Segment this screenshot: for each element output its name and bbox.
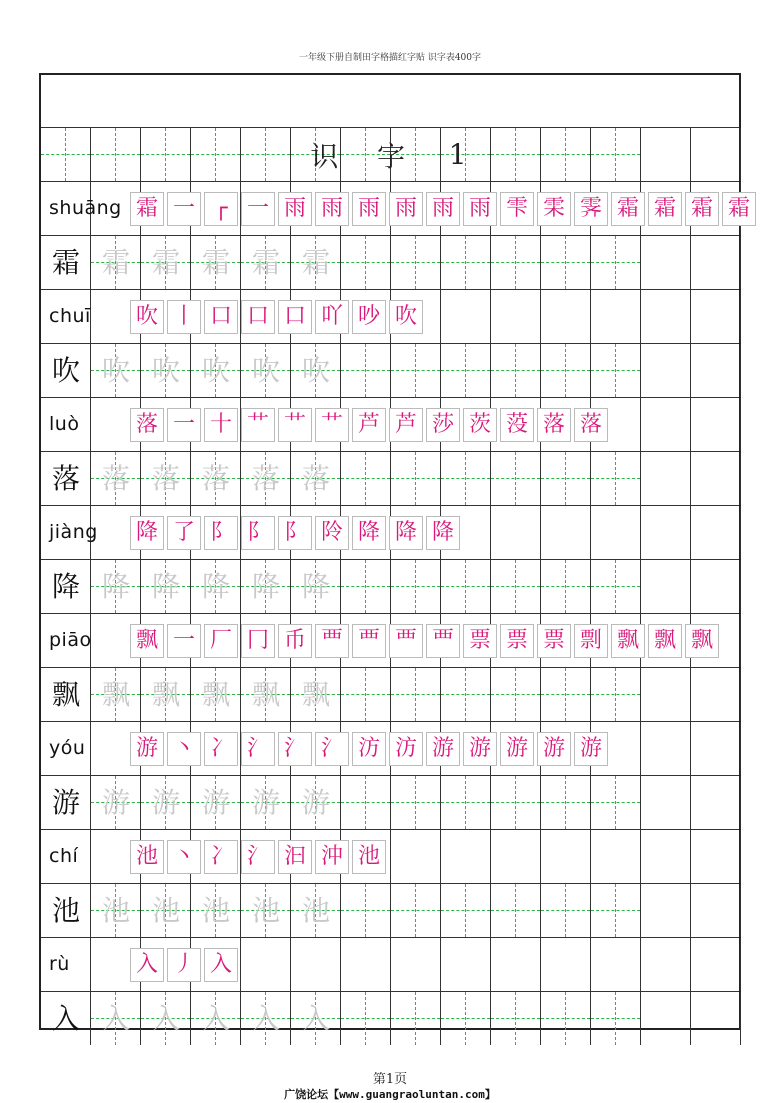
pinyin-label: shuāng — [49, 197, 122, 219]
pinyin-row — [41, 505, 739, 559]
tracing-character: 池 — [201, 894, 230, 927]
model-character: 池 — [51, 894, 80, 927]
model-character: 入 — [51, 1002, 80, 1035]
grid-cell[interactable] — [441, 776, 491, 829]
stroke-step: 飘 — [685, 624, 719, 658]
grid-cell[interactable] — [441, 830, 491, 883]
stroke-step: 茨 — [463, 408, 497, 442]
grid-cell[interactable] — [391, 560, 441, 613]
grid-cell[interactable] — [391, 668, 441, 721]
tracing-character: 霜 — [201, 246, 230, 279]
tracing-character: 吹 — [251, 354, 280, 387]
model-character: 游 — [51, 786, 80, 819]
tracing-row — [41, 883, 739, 937]
grid-cell[interactable] — [391, 344, 441, 397]
tracing-character: 降 — [151, 570, 180, 603]
grid-cell[interactable] — [691, 236, 741, 289]
stroke-step: 霜 — [722, 192, 756, 226]
grid-cell[interactable] — [191, 128, 241, 181]
grid-cell[interactable] — [341, 668, 391, 721]
grid-cell[interactable] — [691, 830, 741, 883]
stroke-order-strip — [130, 624, 722, 658]
stroke-step: 一 — [167, 624, 201, 658]
grid-cell[interactable] — [341, 344, 391, 397]
grid-cell[interactable] — [341, 560, 391, 613]
stroke-order-strip — [130, 192, 759, 226]
stroke-step: 厂 — [204, 624, 238, 658]
grid-cell[interactable] — [441, 668, 491, 721]
grid-cell[interactable] — [391, 452, 441, 505]
grid-cell[interactable] — [441, 236, 491, 289]
tracing-character: 霜 — [101, 246, 130, 279]
tracing-character: 游 — [151, 786, 180, 819]
grid-cell[interactable] — [641, 992, 691, 1045]
stroke-step: 阝 — [241, 516, 275, 550]
stroke-step: 雬 — [537, 192, 571, 226]
grid-cell[interactable] — [91, 128, 141, 181]
tracing-character: 吹 — [201, 354, 230, 387]
grid-cell[interactable] — [491, 506, 541, 559]
grid-cell[interactable] — [41, 128, 91, 181]
grid-cell[interactable] — [641, 128, 691, 181]
tracing-row — [41, 775, 739, 829]
stroke-step: 冂 — [241, 624, 275, 658]
stroke-step: 口 — [204, 300, 238, 334]
model-character: 飘 — [51, 678, 80, 711]
stroke-step: 艹 — [278, 408, 312, 442]
stroke-step: 雨 — [389, 192, 423, 226]
grid-cell[interactable] — [591, 884, 641, 937]
grid-cell[interactable] — [641, 236, 691, 289]
tracing-character: 吹 — [101, 354, 130, 387]
grid-cell[interactable] — [691, 668, 741, 721]
stroke-step: 莎 — [426, 408, 460, 442]
grid-cell[interactable] — [491, 992, 541, 1045]
stroke-step: 汸 — [352, 732, 386, 766]
stroke-step: 氵 — [278, 732, 312, 766]
pinyin-label: yóu — [49, 737, 86, 759]
grid-cell[interactable] — [491, 830, 541, 883]
stroke-step: 雨 — [352, 192, 386, 226]
stroke-step: 氵 — [241, 732, 275, 766]
stroke-step: 冫 — [204, 840, 238, 874]
grid-cell[interactable] — [491, 128, 541, 181]
tracing-character: 入 — [101, 1002, 130, 1035]
stroke-step: 落 — [574, 408, 608, 442]
grid-cell[interactable] — [541, 938, 591, 991]
stroke-step: 汩 — [278, 840, 312, 874]
tracing-character: 池 — [101, 894, 130, 927]
model-character: 吹 — [51, 354, 80, 387]
grid-cell[interactable] — [691, 506, 741, 559]
site-footer: 广饶论坛【www.guangraoluntan.com】 — [284, 1088, 496, 1101]
stroke-step: 吵 — [352, 300, 386, 334]
grid-cell[interactable] — [641, 344, 691, 397]
grid-cell[interactable] — [691, 560, 741, 613]
grid-cell[interactable] — [491, 452, 541, 505]
pinyin-row — [41, 181, 750, 235]
pinyin-label: jiàng — [49, 521, 98, 543]
grid-cell[interactable] — [591, 290, 641, 343]
grid-cell[interactable] — [491, 776, 541, 829]
stroke-step: 霜 — [648, 192, 682, 226]
stroke-step: 落 — [537, 408, 571, 442]
tracing-character: 入 — [301, 1002, 330, 1035]
stroke-step: 降 — [426, 516, 460, 550]
stroke-step: 飘 — [130, 624, 164, 658]
grid-cell[interactable] — [691, 776, 741, 829]
grid-cell[interactable] — [541, 506, 591, 559]
tracing-character: 游 — [101, 786, 130, 819]
tracing-row — [41, 559, 739, 613]
grid-cell[interactable] — [691, 398, 741, 451]
grid-cell[interactable] — [541, 290, 591, 343]
grid-cell[interactable] — [491, 344, 541, 397]
grid-cell[interactable] — [341, 236, 391, 289]
stroke-step: 吖 — [315, 300, 349, 334]
grid-cell[interactable] — [541, 236, 591, 289]
grid-cell[interactable] — [691, 452, 741, 505]
stroke-order-strip — [130, 300, 426, 334]
stroke-step: 池 — [352, 840, 386, 874]
stroke-step: 霁 — [574, 192, 608, 226]
stroke-step: 艹 — [241, 408, 275, 442]
tracing-character: 飘 — [151, 678, 180, 711]
grid-cell[interactable] — [641, 506, 691, 559]
model-character: 落 — [51, 462, 80, 495]
stroke-step: 一 — [167, 192, 201, 226]
stroke-step: 阝 — [204, 516, 238, 550]
lesson-title-char: 识 — [310, 139, 339, 173]
stroke-step: 降 — [352, 516, 386, 550]
stroke-step: 丶 — [167, 840, 201, 874]
stroke-step: 覀 — [352, 624, 386, 658]
tracing-character: 吹 — [301, 354, 330, 387]
pinyin-row — [41, 937, 739, 991]
grid-cell[interactable] — [641, 398, 691, 451]
stroke-step: 莈 — [500, 408, 534, 442]
stroke-step: 阝 — [278, 516, 312, 550]
stroke-step: 芦 — [352, 408, 386, 442]
stroke-step: 雨 — [463, 192, 497, 226]
stroke-step: 吹 — [130, 300, 164, 334]
stroke-step: 丨 — [167, 300, 201, 334]
grid-cell[interactable] — [641, 830, 691, 883]
stroke-order-strip — [130, 840, 389, 874]
tracing-character: 吹 — [151, 354, 180, 387]
grid-cell[interactable] — [591, 830, 641, 883]
tracing-character: 池 — [251, 894, 280, 927]
grid-cell[interactable] — [691, 722, 741, 775]
tracing-character: 落 — [251, 462, 280, 495]
stroke-step: 降 — [389, 516, 423, 550]
grid-cell[interactable] — [491, 560, 541, 613]
tracing-row — [41, 235, 739, 289]
stroke-step: 霜 — [685, 192, 719, 226]
stroke-step: 降 — [130, 516, 164, 550]
stroke-order-strip — [130, 408, 611, 442]
stroke-step: 雨 — [278, 192, 312, 226]
stroke-step: ┌ — [204, 192, 238, 226]
stroke-step: 票 — [500, 624, 534, 658]
tracing-character: 霜 — [301, 246, 330, 279]
stroke-order-strip — [130, 948, 241, 982]
stroke-step: 丶 — [167, 732, 201, 766]
grid-cell[interactable] — [391, 830, 441, 883]
grid-cell[interactable] — [691, 938, 741, 991]
stroke-step: 票 — [463, 624, 497, 658]
stroke-step: 飘 — [611, 624, 645, 658]
grid-cell[interactable] — [591, 506, 641, 559]
tracing-character: 飘 — [251, 678, 280, 711]
grid-cell[interactable] — [441, 344, 491, 397]
grid-cell[interactable] — [341, 992, 391, 1045]
pinyin-row — [41, 289, 739, 343]
grid-cell[interactable] — [441, 560, 491, 613]
grid-cell[interactable] — [691, 992, 741, 1045]
stroke-step: 雨 — [426, 192, 460, 226]
grid-cell[interactable] — [591, 128, 641, 181]
grid-cell[interactable] — [491, 290, 541, 343]
stroke-step: 霜 — [611, 192, 645, 226]
grid-cell[interactable] — [591, 776, 641, 829]
stroke-step: 覀 — [315, 624, 349, 658]
lesson-title — [291, 128, 491, 181]
grid-cell[interactable] — [591, 560, 641, 613]
stroke-step: 沖 — [315, 840, 349, 874]
page-number: 第1页 — [372, 1072, 408, 1087]
stroke-step: 入 — [204, 948, 238, 982]
grid-cell[interactable] — [391, 236, 441, 289]
grid-cell[interactable] — [691, 344, 741, 397]
stroke-step: 覀 — [389, 624, 423, 658]
grid-cell[interactable] — [541, 560, 591, 613]
stroke-step: 雫 — [500, 192, 534, 226]
tracing-character: 入 — [151, 1002, 180, 1035]
grid-cell[interactable] — [641, 452, 691, 505]
grid-cell[interactable] — [341, 884, 391, 937]
stroke-step: 霜 — [130, 192, 164, 226]
grid-cell[interactable] — [541, 992, 591, 1045]
tracing-character: 降 — [251, 570, 280, 603]
model-character: 降 — [51, 570, 80, 603]
tracing-character: 入 — [251, 1002, 280, 1035]
grid-cell[interactable] — [391, 938, 441, 991]
grid-cell[interactable] — [591, 668, 641, 721]
stroke-step: 游 — [537, 732, 571, 766]
tracing-character: 降 — [101, 570, 130, 603]
stroke-step: 入 — [130, 948, 164, 982]
grid-cell[interactable] — [491, 236, 541, 289]
grid-cell[interactable] — [641, 290, 691, 343]
stroke-step: 阾 — [315, 516, 349, 550]
grid-cell[interactable] — [591, 452, 641, 505]
tracing-character: 入 — [201, 1002, 230, 1035]
grid-cell[interactable] — [341, 776, 391, 829]
stroke-step: 艹 — [315, 408, 349, 442]
grid-cell[interactable] — [441, 884, 491, 937]
tracing-character: 霜 — [251, 246, 280, 279]
lesson-title-row — [41, 127, 739, 181]
tracing-character: 飘 — [101, 678, 130, 711]
tracing-character: 游 — [301, 786, 330, 819]
grid-cell[interactable] — [391, 884, 441, 937]
pinyin-label: piāo — [49, 629, 92, 651]
tracing-character: 落 — [201, 462, 230, 495]
grid-cell[interactable] — [241, 938, 291, 991]
tracing-character: 落 — [301, 462, 330, 495]
pinyin-row — [41, 721, 739, 775]
stroke-step: 票 — [537, 624, 571, 658]
grid-cell[interactable] — [241, 128, 291, 181]
grid-cell[interactable] — [491, 668, 541, 721]
lesson-title-char: 1 — [448, 138, 467, 171]
tracing-character: 游 — [251, 786, 280, 819]
grid-cell[interactable] — [391, 776, 441, 829]
stroke-step: 币 — [278, 624, 312, 658]
grid-cell[interactable] — [641, 560, 691, 613]
stroke-step: 一 — [167, 408, 201, 442]
page-header: 一年级下册自制田字格描红字贴 识字表400字 — [298, 53, 482, 63]
stroke-step: 汸 — [389, 732, 423, 766]
tracing-row — [41, 991, 739, 1045]
stroke-step: 氵 — [241, 840, 275, 874]
stroke-step: 氵 — [315, 732, 349, 766]
stroke-step: 十 — [204, 408, 238, 442]
stroke-step: 雨 — [315, 192, 349, 226]
grid-cell[interactable] — [641, 938, 691, 991]
grid-cell[interactable] — [641, 668, 691, 721]
grid-cell[interactable] — [141, 128, 191, 181]
stroke-step: 游 — [574, 732, 608, 766]
tracing-character: 霜 — [151, 246, 180, 279]
grid-cell[interactable] — [491, 884, 541, 937]
grid-cell[interactable] — [641, 776, 691, 829]
stroke-step: 了 — [167, 516, 201, 550]
practice-sheet — [39, 73, 750, 1035]
grid-cell[interactable] — [641, 884, 691, 937]
tracing-row — [41, 343, 739, 397]
grid-cell[interactable] — [541, 884, 591, 937]
stroke-step: 芦 — [389, 408, 423, 442]
tracing-character: 池 — [151, 894, 180, 927]
pinyin-label: luò — [49, 413, 80, 435]
grid-cell[interactable] — [691, 290, 741, 343]
grid-cell[interactable] — [641, 722, 691, 775]
stroke-step: 口 — [241, 300, 275, 334]
pinyin-row — [41, 613, 739, 667]
pinyin-row — [41, 829, 739, 883]
grid-cell[interactable] — [691, 884, 741, 937]
stroke-step: ⼀ — [241, 192, 275, 226]
pinyin-label: chuī — [49, 305, 91, 327]
stroke-step: 吹 — [389, 300, 423, 334]
stroke-order-strip — [130, 516, 463, 550]
tracing-character: 降 — [301, 570, 330, 603]
grid-cell[interactable] — [341, 452, 391, 505]
stroke-step: 落 — [130, 408, 164, 442]
tracing-character: 池 — [301, 894, 330, 927]
tracing-character: 游 — [201, 786, 230, 819]
stroke-order-strip — [130, 732, 611, 766]
grid-cell[interactable] — [541, 668, 591, 721]
stroke-step: 冫 — [204, 732, 238, 766]
grid-cell[interactable] — [591, 992, 641, 1045]
grid-cell[interactable] — [541, 128, 591, 181]
model-character: 霜 — [51, 246, 80, 279]
grid-cell[interactable] — [441, 452, 491, 505]
grid-cell[interactable] — [541, 452, 591, 505]
stroke-step: 覀 — [426, 624, 460, 658]
grid-cell[interactable] — [541, 776, 591, 829]
stroke-step: 丿 — [167, 948, 201, 982]
grid-cell[interactable] — [541, 830, 591, 883]
tracing-character: 降 — [201, 570, 230, 603]
tracing-character: 飘 — [201, 678, 230, 711]
grid-cell[interactable] — [291, 938, 341, 991]
grid-cell[interactable] — [591, 236, 641, 289]
stroke-step: 口 — [278, 300, 312, 334]
pinyin-label: rù — [49, 953, 70, 975]
grid-cell[interactable] — [441, 938, 491, 991]
lesson-title-char: 字 — [376, 139, 405, 173]
grid-cell[interactable] — [591, 344, 641, 397]
tracing-character: 飘 — [301, 678, 330, 711]
grid-cell[interactable] — [441, 290, 491, 343]
grid-cell[interactable] — [491, 938, 541, 991]
grid-cell[interactable] — [391, 992, 441, 1045]
grid-cell[interactable] — [441, 992, 491, 1045]
stroke-step: 飘 — [648, 624, 682, 658]
pinyin-row — [41, 397, 739, 451]
stroke-step: 游 — [463, 732, 497, 766]
tracing-row — [41, 667, 739, 721]
stroke-step: 游 — [500, 732, 534, 766]
stroke-step: 游 — [426, 732, 460, 766]
grid-cell[interactable] — [541, 344, 591, 397]
pinyin-label: chí — [49, 845, 79, 867]
grid-cell[interactable] — [591, 938, 641, 991]
blank-row — [41, 75, 739, 127]
tracing-row — [41, 451, 739, 505]
stroke-step: 游 — [130, 732, 164, 766]
stroke-step: 池 — [130, 840, 164, 874]
tracing-character: 落 — [101, 462, 130, 495]
grid-cell[interactable] — [691, 128, 741, 181]
grid-cell[interactable] — [341, 938, 391, 991]
tracing-character: 落 — [151, 462, 180, 495]
stroke-step: 剽 — [574, 624, 608, 658]
